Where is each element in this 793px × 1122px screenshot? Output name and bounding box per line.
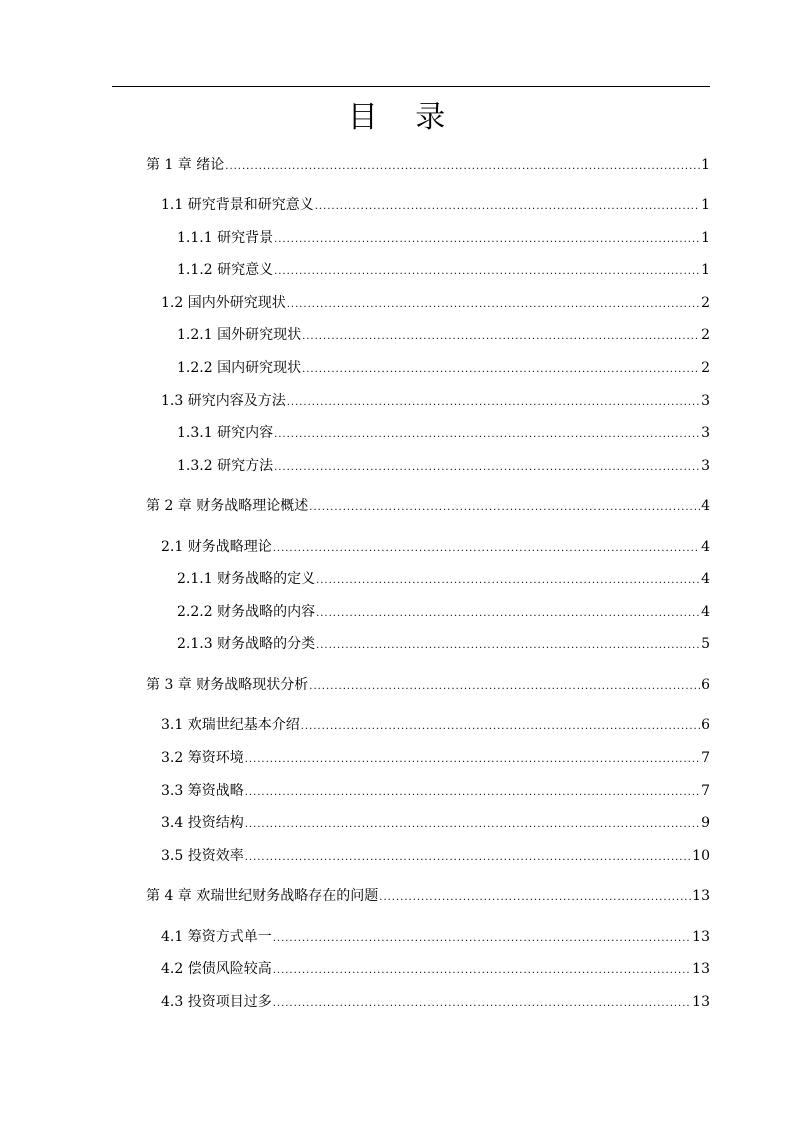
toc-leader [315,200,700,214]
toc-entry-page: 10 [692,848,710,864]
toc-leader [302,330,700,344]
toc-entry-label: 第 3 章 财务战略现状分析 [146,677,309,693]
toc-leader [302,363,700,377]
toc-leader [287,298,700,312]
toc-entry-label: 2.1.1 财务战略的定义 [177,571,316,587]
toc-entry-page: 4 [701,498,710,514]
toc-entry-4-3[interactable] [161,991,710,1011]
toc-leader [225,160,700,174]
toc-leader [316,639,700,653]
toc-entry-label: 4.3 投资项目过多 [161,994,272,1010]
toc-leader [273,964,691,978]
toc-leader [316,607,700,621]
toc-entry-page: 13 [692,994,710,1010]
toc-entry-label: 3.1 欢瑞世纪基本介绍 [161,717,300,733]
toc-entry-page: 7 [701,783,710,799]
toc-entry-page: 3 [701,425,710,441]
toc-entry-1-2-2[interactable] [177,357,710,377]
toc-entry-page: 7 [701,750,710,766]
toc-entry-3-5[interactable] [161,845,710,865]
toc-entry-label: 3.2 筹资环境 [161,750,244,766]
toc-entry-label: 第 2 章 财务战略理论概述 [146,498,309,514]
toc-entry-page: 4 [701,539,710,555]
toc-entry-page: 9 [701,815,710,831]
toc-entry-page: 2 [701,327,710,343]
toc-leader [274,233,700,247]
toc-leader [274,265,700,279]
toc-entry-label: 1.3.1 研究内容 [177,425,274,441]
toc-entry-label: 4.2 偿债风险较高 [161,961,272,977]
toc-leader [245,818,700,832]
toc-leader [309,501,700,515]
toc-entry-page: 13 [692,961,710,977]
toc-leader [273,932,691,946]
toc-entry-label: 3.4 投资结构 [161,815,244,831]
toc-entry-page: 13 [692,929,710,945]
toc-entry-2-2-2[interactable] [177,601,710,621]
toc-leader [274,428,700,442]
toc-entry-chapter-2[interactable] [146,495,710,515]
toc-entry-2-1-3[interactable] [177,633,710,653]
toc-entry-4-1[interactable] [161,926,710,946]
toc-entry-page: 6 [701,677,710,693]
toc-entry-3-1[interactable] [161,714,710,734]
toc-entry-chapter-4[interactable] [146,885,710,905]
toc-leader [273,997,691,1011]
toc-entry-label: 3.5 投资效率 [161,848,244,864]
toc-entry-1-3-1[interactable] [177,422,710,442]
toc-entry-page: 13 [692,888,710,904]
toc-entry-label: 1.2 国内外研究现状 [161,295,286,311]
toc-entry-page: 4 [701,571,710,587]
toc-entry-page: 1 [701,197,710,213]
toc-entry-4-2[interactable] [161,958,710,978]
toc-leader [245,786,700,800]
toc-entry-1-1[interactable] [161,194,710,214]
toc-entry-1-1-2[interactable] [177,259,710,279]
toc-entry-label: 1.1.2 研究意义 [177,262,274,278]
toc-entry-label: 3.3 筹资战略 [161,783,244,799]
toc-entry-2-1-1[interactable] [177,568,710,588]
toc-entry-label: 4.1 筹资方式单一 [161,929,272,945]
toc-entry-page: 1 [701,157,710,173]
toc-entry-page: 5 [701,636,710,652]
toc-entry-chapter-1[interactable] [146,154,710,174]
toc-entry-label: 2.1.3 财务战略的分类 [177,636,316,652]
toc-leader [274,461,700,475]
toc-entry-chapter-3[interactable] [146,674,710,694]
toc-leader [379,891,691,905]
toc-entry-page: 6 [701,717,710,733]
toc-entry-1-3[interactable] [161,390,710,410]
toc-leader [309,680,700,694]
toc-entry-1-3-2[interactable] [177,455,710,475]
toc-leader [273,542,700,556]
toc-entry-label: 1.2.2 国内研究现状 [177,360,302,376]
toc-entry-page: 1 [701,262,710,278]
toc-entry-page: 3 [701,458,710,474]
toc-entry-label: 1.2.1 国外研究现状 [177,327,302,343]
toc-entry-label: 第 1 章 绪论 [146,157,225,173]
toc-entry-3-2[interactable] [161,747,710,767]
toc-leader [245,753,700,767]
toc-entry-1-2-1[interactable] [177,324,710,344]
toc-entry-3-4[interactable] [161,812,710,832]
toc-entry-label: 1.1.1 研究背景 [177,230,274,246]
toc-entry-page: 2 [701,295,710,311]
toc-entry-page: 3 [701,393,710,409]
toc-entry-label: 2.2.2 财务战略的内容 [177,604,316,620]
page-title: 目 录 [347,100,460,135]
toc-entry-label: 2.1 财务战略理论 [161,539,272,555]
toc-entry-label: 1.3.2 研究方法 [177,458,274,474]
toc-entry-page: 4 [701,604,710,620]
toc-entry-3-3[interactable] [161,780,710,800]
toc-leader [301,720,700,734]
toc-leader [287,396,700,410]
toc-entry-2-1[interactable] [161,536,710,556]
toc-entry-page: 2 [701,360,710,376]
toc-entry-label: 第 4 章 欢瑞世纪财务战略存在的问题 [146,888,379,904]
toc-leader [245,851,691,865]
toc-entry-page: 1 [701,230,710,246]
toc-entry-1-2[interactable] [161,292,710,312]
toc-entry-label: 1.1 研究背景和研究意义 [161,197,314,213]
toc-leader [316,574,700,588]
toc-entry-1-1-1[interactable] [177,227,710,247]
toc-entry-label: 1.3 研究内容及方法 [161,393,286,409]
